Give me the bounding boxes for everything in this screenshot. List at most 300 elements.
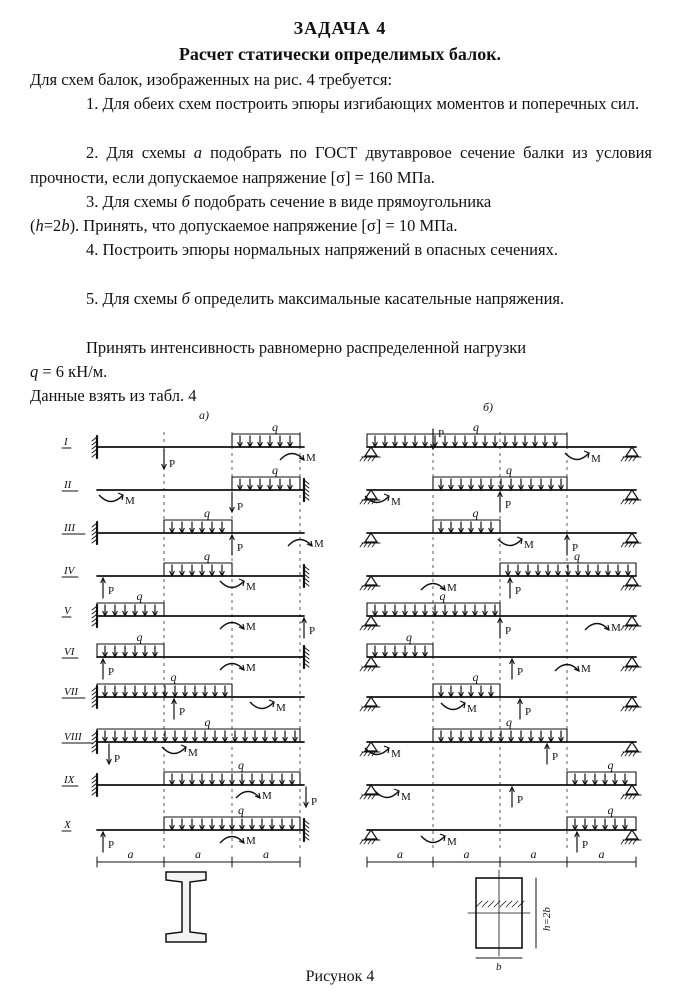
moment-icon (565, 453, 589, 460)
force-p-arrow-head (101, 659, 106, 664)
support-hatch (372, 457, 375, 461)
pin-support-icon (365, 490, 377, 499)
pin-support-icon (365, 657, 377, 666)
load-arrow-head (220, 571, 225, 576)
load-arrow-head (230, 780, 235, 785)
moment-label-m: M (591, 453, 601, 465)
moment-icon (236, 792, 260, 799)
force-label-p: P (309, 625, 316, 637)
load-arrow-head (403, 442, 408, 447)
load-arrow-head (529, 737, 534, 742)
load-arrow-head (133, 692, 138, 697)
support-hatch (364, 500, 367, 504)
load-arrow-head (123, 652, 128, 657)
force-label-p: P (114, 753, 121, 765)
moment-icon (220, 664, 244, 671)
force-p-arrow-head (304, 802, 309, 807)
load-arrow-head (123, 737, 128, 742)
moment-label-m: M (246, 581, 256, 593)
support-hatch (629, 667, 632, 671)
load-label-q: q (136, 630, 143, 644)
support-hatch (92, 744, 97, 748)
load-arrow-head (193, 692, 198, 697)
load-label-q: q (406, 630, 412, 644)
force-label-p: P (237, 542, 244, 554)
load-arrow-head (413, 652, 418, 657)
load-arrow-head (210, 571, 215, 576)
support-hatch (368, 586, 371, 590)
support-hatch (621, 626, 624, 630)
force-label-p: P (525, 706, 532, 718)
load-arrow-head (103, 611, 108, 616)
force-label-p: P (505, 499, 512, 511)
load-arrow-head (606, 571, 611, 576)
support-hatch (304, 828, 309, 832)
load-arrow-head (526, 571, 531, 576)
load-arrow-head (248, 485, 253, 490)
support-hatch (360, 586, 363, 590)
load-arrow-head (453, 611, 458, 616)
support-hatch (368, 667, 371, 671)
i-beam-section-icon (166, 872, 206, 942)
load-arrow-head (373, 442, 378, 447)
q-value: = 6 кН/м. (38, 362, 108, 381)
item-2-pre: 2. Для схемы (86, 143, 194, 162)
support-hatch (372, 707, 375, 711)
load-arrow-head (278, 442, 283, 447)
load-arrow-head (133, 652, 138, 657)
pin-support-icon (626, 533, 638, 542)
force-label-p: P (517, 794, 524, 806)
pin-support-icon (626, 742, 638, 751)
force-label-p: P (169, 458, 176, 470)
support-hatch (368, 752, 371, 756)
load-arrow-head (278, 485, 283, 490)
force-p-arrow-head (101, 578, 106, 583)
load-arrow-head (479, 528, 484, 533)
load-arrow-head (393, 652, 398, 657)
support-hatch (621, 707, 624, 711)
moment-label-m: M (246, 835, 256, 847)
support-hatch (92, 618, 97, 622)
dimension-label-a: a (397, 847, 403, 861)
pin-support-icon (365, 697, 377, 706)
load-arrow-head (459, 737, 464, 742)
load-arrow-head (463, 442, 468, 447)
moment-label-m: M (246, 621, 256, 633)
force-p-arrow-head (107, 759, 112, 764)
q-line (30, 360, 652, 385)
load-arrow-head (539, 485, 544, 490)
load-arrow-head (238, 485, 243, 490)
section-hatch (500, 901, 506, 907)
load-label-q: q (506, 463, 512, 477)
item-5-scheme: б (181, 289, 190, 308)
moment-icon (220, 581, 244, 588)
load-arrow-head (200, 780, 205, 785)
section-dim-h-label: h=2b (541, 907, 553, 931)
item-3-allowable: ). Принять, что допускаемое напряжение [σ] = 10 МПа. (69, 216, 458, 235)
pin-support-icon (365, 533, 377, 542)
data-source: Данные взять из табл. 4 (30, 386, 197, 405)
item-3-post: подобрать сечение в виде прямоугольника (189, 192, 492, 211)
support-hatch (621, 667, 624, 671)
row-label-1: I (64, 436, 68, 448)
load-arrow-head (113, 692, 118, 697)
load-arrow-head (270, 825, 275, 830)
load-arrow-head (576, 571, 581, 576)
load-arrow-head (449, 692, 454, 697)
support-hatch (372, 626, 375, 630)
load-arrow-head (133, 737, 138, 742)
load-arrow-head (423, 611, 428, 616)
load-arrow-head (593, 780, 598, 785)
force-p-arrow-head (518, 699, 523, 704)
pin-support-icon (626, 576, 638, 585)
load-arrow-head (439, 485, 444, 490)
load-arrow-head (113, 611, 118, 616)
load-arrow-head (253, 737, 258, 742)
load-arrow-head (180, 825, 185, 830)
force-label-p: P (517, 666, 524, 678)
moment-arrowhead (394, 789, 399, 796)
force-label-p: P (237, 501, 244, 513)
load-label-q: q (472, 506, 479, 520)
support-hatch (625, 500, 628, 504)
load-arrow-head (469, 528, 474, 533)
support-hatch (304, 570, 309, 574)
load-arrow-head (546, 571, 551, 576)
support-hatch (92, 449, 97, 453)
moment-icon (365, 748, 389, 755)
force-label-p: P (582, 839, 589, 851)
load-arrow-head (220, 528, 225, 533)
moment-label-m: M (188, 747, 198, 759)
row-label-6: VI (64, 646, 75, 658)
support-hatch (92, 610, 97, 614)
load-arrow-head (280, 825, 285, 830)
load-arrow-head (403, 611, 408, 616)
support-hatch (92, 748, 97, 752)
item-1 (30, 92, 652, 117)
load-arrow-head (623, 780, 628, 785)
load-arrow-head (250, 780, 255, 785)
support-hatch (304, 566, 309, 570)
support-hatch (364, 752, 367, 756)
load-arrow-head (499, 737, 504, 742)
moment-label-m: M (391, 496, 401, 508)
moment-label-m: M (391, 748, 401, 760)
support-hatch (633, 626, 636, 630)
load-label-q: q (238, 803, 244, 817)
load-arrow-head (549, 737, 554, 742)
load-arrow-head (220, 780, 225, 785)
moment-icon (250, 702, 274, 709)
support-hatch (629, 795, 632, 799)
moment-icon (99, 495, 123, 502)
load-arrow-head (123, 692, 128, 697)
moment-icon (555, 665, 579, 672)
force-p-arrow-head (545, 744, 550, 749)
force-label-p: P (311, 796, 318, 808)
load-arrow-head (393, 442, 398, 447)
support-hatch (364, 667, 367, 671)
load-arrow-head (449, 528, 454, 533)
load-arrow-head (270, 780, 275, 785)
support-hatch (304, 836, 309, 840)
load-arrow-head (459, 485, 464, 490)
load-arrow-head (170, 528, 175, 533)
load-arrow-head (190, 780, 195, 785)
load-arrow-head (493, 442, 498, 447)
moment-label-m: M (467, 703, 477, 715)
support-hatch (92, 736, 97, 740)
moment-arrowhead (517, 537, 522, 544)
load-arrow-head (273, 737, 278, 742)
load-arrow-head (596, 571, 601, 576)
row-label-10: X (64, 819, 71, 831)
load-arrow-head (153, 692, 158, 697)
support-hatch (621, 752, 624, 756)
load-arrow-head (170, 780, 175, 785)
load-arrow-head (258, 442, 263, 447)
force-label-p: P (438, 428, 445, 440)
load-arrow-head (103, 692, 108, 697)
support-hatch (304, 655, 309, 659)
load-arrow-head (469, 485, 474, 490)
moment-arrowhead (239, 838, 244, 843)
support-hatch (304, 574, 309, 578)
item-3-b: b (61, 216, 70, 235)
load-arrow-head (449, 737, 454, 742)
item-5-post: определить максимальные касательные напряжения. (189, 289, 565, 308)
load-label-q: q (506, 715, 512, 729)
pin-support-icon (365, 742, 377, 751)
support-hatch (360, 667, 363, 671)
support-hatch (633, 707, 636, 711)
item-3-line2 (30, 214, 652, 239)
load-arrow-head (626, 571, 631, 576)
load-arrow-head (103, 737, 108, 742)
row-label-9: IX (64, 774, 75, 786)
load-arrow-head (403, 652, 408, 657)
support-hatch (364, 626, 367, 630)
row-label-4: IV (64, 565, 75, 577)
support-hatch (629, 840, 632, 844)
support-hatch (92, 695, 97, 699)
support-hatch (372, 500, 375, 504)
q-symbol: q (30, 362, 39, 381)
load-arrow-head (268, 485, 273, 490)
load-arrow-head (153, 652, 158, 657)
force-label-p: P (552, 751, 559, 763)
support-hatch (92, 779, 97, 783)
load-arrow-head (173, 737, 178, 742)
pin-support-icon (365, 447, 377, 456)
support-hatch (92, 699, 97, 703)
force-p-arrow-head (162, 464, 167, 469)
support-hatch (633, 840, 636, 844)
load-arrow-head (553, 442, 558, 447)
support-hatch (368, 840, 371, 844)
load-arrow-head (423, 442, 428, 447)
load-arrow-head (170, 825, 175, 830)
section-hatch (512, 901, 518, 907)
moment-icon (375, 791, 399, 798)
support-hatch (372, 840, 375, 844)
load-arrow-head (539, 737, 544, 742)
load-arrow-head (439, 528, 444, 533)
load-arrow-head (489, 737, 494, 742)
load-arrow-head (153, 611, 158, 616)
load-arrow-head (203, 692, 208, 697)
support-hatch (625, 840, 628, 844)
moment-arrowhead (181, 745, 186, 752)
support-hatch (304, 647, 309, 651)
load-arrow-head (190, 825, 195, 830)
section-hatch (506, 901, 512, 907)
load-arrow-head (288, 485, 293, 490)
load-arrow-head (290, 780, 295, 785)
load-arrow-head (509, 737, 514, 742)
load-arrow-head (463, 611, 468, 616)
load-arrow-head (503, 442, 508, 447)
load-arrow-head (439, 692, 444, 697)
load-arrow-head (586, 571, 591, 576)
force-p-arrow-head (510, 787, 515, 792)
load-arrow-head (489, 528, 494, 533)
moment-icon (585, 624, 609, 631)
item-3-eq: =2 (43, 216, 62, 235)
load-arrow-head (423, 652, 428, 657)
load-arrow-head (506, 571, 511, 576)
row-label-7: VII (64, 686, 79, 698)
load-arrow-head (210, 528, 215, 533)
moment-label-m: M (276, 702, 286, 714)
moment-icon (421, 584, 445, 591)
load-arrow-head (513, 442, 518, 447)
load-arrow-head (479, 737, 484, 742)
support-hatch (304, 820, 309, 824)
item-4-text: 4. Построить эпюры нормальных напряжений в опасных сечениях. (86, 240, 558, 259)
load-arrow-head (443, 442, 448, 447)
support-hatch (364, 840, 367, 844)
moment-label-m: M (246, 662, 256, 674)
force-p-arrow-head (565, 535, 570, 540)
support-hatch (629, 586, 632, 590)
pin-support-icon (626, 657, 638, 666)
load-arrow-head (443, 611, 448, 616)
support-hatch (304, 832, 309, 836)
moment-arrowhead (440, 834, 445, 841)
load-arrow-head (373, 652, 378, 657)
load-arrow-head (183, 737, 188, 742)
support-hatch (364, 707, 367, 711)
pin-support-icon (626, 785, 638, 794)
load-arrow-head (479, 485, 484, 490)
load-arrow-head (163, 692, 168, 697)
force-label-p: P (179, 706, 186, 718)
force-p-arrow-head (230, 535, 235, 540)
load-arrow-head (170, 571, 175, 576)
load-arrow-head (210, 780, 215, 785)
load-arrow-head (583, 825, 588, 830)
support-hatch (372, 667, 375, 671)
load-arrow-head (529, 485, 534, 490)
load-arrow-head (469, 737, 474, 742)
support-hatch (372, 752, 375, 756)
row-label-8: VIII (64, 731, 82, 743)
support-hatch (625, 586, 628, 590)
load-label-q: q (574, 549, 580, 563)
force-label-p: P (505, 625, 512, 637)
load-arrow-head (519, 737, 524, 742)
load-arrow-head (623, 825, 628, 830)
load-arrow-head (479, 692, 484, 697)
load-arrow-head (583, 780, 588, 785)
load-arrow-head (573, 780, 578, 785)
load-arrow-head (153, 737, 158, 742)
force-p-arrow-head (510, 659, 515, 664)
force-label-p: P (108, 839, 115, 851)
dimension-label-a: a (463, 847, 470, 861)
support-hatch (621, 457, 624, 461)
support-hatch (633, 752, 636, 756)
item-3-scheme: б (181, 192, 190, 211)
dimension-label-a: a (195, 847, 201, 861)
load-arrow-head (103, 652, 108, 657)
force-p-arrow-head (508, 578, 513, 583)
moment-arrowhead (440, 585, 445, 590)
load-arrow-head (200, 825, 205, 830)
load-arrow-head (143, 692, 148, 697)
support-hatch (629, 457, 632, 461)
moment-icon (162, 747, 186, 754)
load-label-q: q (238, 758, 244, 772)
support-hatch (360, 752, 363, 756)
support-hatch (625, 457, 628, 461)
moment-arrowhead (255, 793, 260, 798)
force-label-p: P (515, 585, 522, 597)
force-p-arrow-head (172, 699, 177, 704)
load-note: Принять интенсивность равномерно распределенной нагрузки (86, 338, 527, 357)
task-subtitle: Расчет статически определимых балок. (178, 44, 502, 64)
load-arrow-head (263, 737, 268, 742)
support-hatch (368, 500, 371, 504)
support-hatch (368, 543, 371, 547)
load-arrow-head (213, 692, 218, 697)
moment-label-m: M (611, 622, 621, 634)
support-hatch (92, 691, 97, 695)
load-arrow-head (243, 737, 248, 742)
row-label-2: II (64, 479, 72, 491)
load-arrow-head (383, 611, 388, 616)
pin-support-icon (365, 576, 377, 585)
dimension-label-a: a (127, 847, 134, 861)
load-arrow-head (559, 485, 564, 490)
support-hatch (629, 707, 632, 711)
dimension-label-a: a (263, 847, 269, 861)
support-hatch (360, 795, 363, 799)
moment-arrowhead (574, 666, 579, 671)
support-hatch (92, 535, 97, 539)
load-arrow-head (433, 611, 438, 616)
pin-support-icon (626, 490, 638, 499)
support-hatch (92, 732, 97, 736)
support-hatch (625, 707, 628, 711)
support-hatch (304, 488, 309, 492)
support-hatch (633, 667, 636, 671)
